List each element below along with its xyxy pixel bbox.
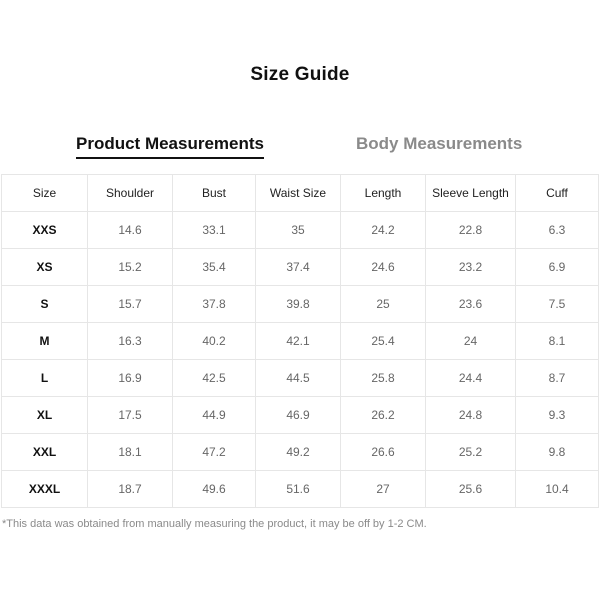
shoulder-value: 14.6 bbox=[88, 212, 173, 249]
header-bust: Bust bbox=[173, 175, 256, 212]
cuff-value: 6.9 bbox=[516, 249, 599, 286]
length-value: 26.6 bbox=[341, 434, 426, 471]
size-label: XXS bbox=[2, 212, 88, 249]
shoulder-value: 18.7 bbox=[88, 471, 173, 508]
header-length: Length bbox=[341, 175, 426, 212]
bust-value: 37.8 bbox=[173, 286, 256, 323]
length-value: 25 bbox=[341, 286, 426, 323]
length-value: 25.8 bbox=[341, 360, 426, 397]
header-shoulder: Shoulder bbox=[88, 175, 173, 212]
cuff-value: 8.1 bbox=[516, 323, 599, 360]
table-row bbox=[2, 249, 599, 286]
size-label: XL bbox=[2, 397, 88, 434]
bust-value: 42.5 bbox=[173, 360, 256, 397]
table-row bbox=[2, 471, 599, 508]
tab-body-measurements[interactable]: Body Measurements bbox=[356, 134, 523, 153]
table-row bbox=[2, 397, 599, 434]
sleeve-length-value: 24.4 bbox=[426, 360, 516, 397]
header-size: Size bbox=[2, 175, 88, 212]
cuff-value: 8.7 bbox=[516, 360, 599, 397]
table-row bbox=[2, 360, 599, 397]
table-row bbox=[2, 212, 599, 249]
length-value: 25.4 bbox=[341, 323, 426, 360]
cuff-value: 10.4 bbox=[516, 471, 599, 508]
shoulder-value: 16.3 bbox=[88, 323, 173, 360]
length-value: 24.6 bbox=[341, 249, 426, 286]
bust-value: 35.4 bbox=[173, 249, 256, 286]
cuff-value: 9.8 bbox=[516, 434, 599, 471]
bust-value: 33.1 bbox=[173, 212, 256, 249]
sleeve-length-value: 22.8 bbox=[426, 212, 516, 249]
sleeve-length-value: 25.2 bbox=[426, 434, 516, 471]
shoulder-value: 16.9 bbox=[88, 360, 173, 397]
shoulder-value: 15.7 bbox=[88, 286, 173, 323]
waist-size-value: 37.4 bbox=[256, 249, 341, 286]
waist-size-value: 35 bbox=[256, 212, 341, 249]
sleeve-length-value: 23.6 bbox=[426, 286, 516, 323]
sleeve-length-value: 25.6 bbox=[426, 471, 516, 508]
sleeve-length-value: 23.2 bbox=[426, 249, 516, 286]
waist-size-value: 39.8 bbox=[256, 286, 341, 323]
page-title: Size Guide bbox=[250, 64, 350, 85]
waist-size-value: 42.1 bbox=[256, 323, 341, 360]
table-row bbox=[2, 286, 599, 323]
size-label: XXL bbox=[2, 434, 88, 471]
length-value: 26.2 bbox=[341, 397, 426, 434]
table-row bbox=[2, 434, 599, 471]
bust-value: 40.2 bbox=[173, 323, 256, 360]
length-value: 24.2 bbox=[341, 212, 426, 249]
size-label: S bbox=[2, 286, 88, 323]
header-sleeve-length: Sleeve Length bbox=[426, 175, 516, 212]
size-label: XXXL bbox=[2, 471, 88, 508]
bust-value: 47.2 bbox=[173, 434, 256, 471]
shoulder-value: 15.2 bbox=[88, 249, 173, 286]
table-row bbox=[2, 323, 599, 360]
measurement-disclaimer: *This data was obtained from manually measuring the product, it may be off by 1-2 CM. bbox=[2, 518, 427, 530]
cuff-value: 6.3 bbox=[516, 212, 599, 249]
header-cuff: Cuff bbox=[516, 175, 599, 212]
header-waist-size: Waist Size bbox=[256, 175, 341, 212]
size-label: L bbox=[2, 360, 88, 397]
size-table bbox=[1, 174, 599, 508]
bust-value: 44.9 bbox=[173, 397, 256, 434]
waist-size-value: 51.6 bbox=[256, 471, 341, 508]
length-value: 27 bbox=[341, 471, 426, 508]
size-label: M bbox=[2, 323, 88, 360]
tab-product-measurements[interactable]: Product Measurements bbox=[76, 134, 264, 159]
sleeve-length-value: 24.8 bbox=[426, 397, 516, 434]
bust-value: 49.6 bbox=[173, 471, 256, 508]
shoulder-value: 17.5 bbox=[88, 397, 173, 434]
cuff-value: 7.5 bbox=[516, 286, 599, 323]
waist-size-value: 46.9 bbox=[256, 397, 341, 434]
waist-size-value: 44.5 bbox=[256, 360, 341, 397]
measurement-tabs bbox=[0, 134, 600, 164]
size-label: XS bbox=[2, 249, 88, 286]
cuff-value: 9.3 bbox=[516, 397, 599, 434]
sleeve-length-value: 24 bbox=[426, 323, 516, 360]
shoulder-value: 18.1 bbox=[88, 434, 173, 471]
waist-size-value: 49.2 bbox=[256, 434, 341, 471]
table-header-row bbox=[2, 175, 599, 212]
